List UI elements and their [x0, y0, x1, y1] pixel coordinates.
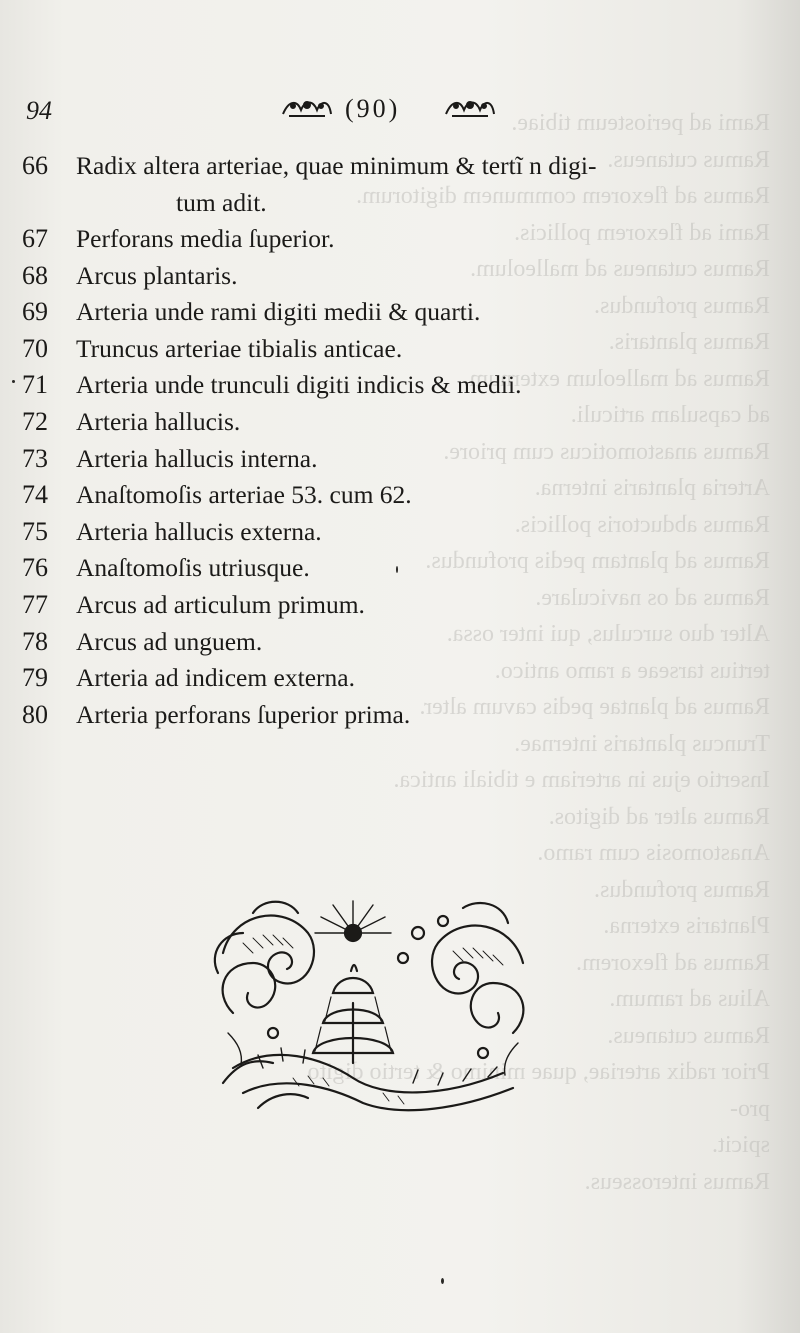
entry-text: Arteria hallucis interna.	[76, 443, 318, 473]
list-item	[0, 550, 800, 587]
entry-text: Arcus plantaris.	[76, 260, 238, 290]
entry-number: 69	[22, 297, 48, 327]
fleuron-ornament-left	[279, 96, 335, 120]
page-header	[0, 92, 800, 132]
entry-number: 80	[22, 699, 48, 729]
ink-speck	[441, 1278, 444, 1284]
entry-text: Arcus ad unguem.	[76, 626, 263, 656]
entry-text: Arteria perforans ſuperior prima.	[76, 699, 411, 729]
entry-number: 68	[22, 260, 48, 290]
list-item	[0, 514, 800, 551]
fountain-vignette-illustration	[213, 893, 533, 1118]
entry-number: 66	[22, 151, 48, 180]
ink-speck	[396, 566, 398, 573]
ink-speck	[12, 380, 15, 383]
entry-text: Radix altera arteriae, quae minimum & tertĩ n digi-	[76, 151, 597, 180]
entry-text: Arcus ad articulum primum.	[76, 589, 365, 619]
list-item	[0, 221, 800, 258]
entry-number: 70	[22, 333, 48, 363]
entry-number: 72	[22, 406, 48, 436]
list-item	[0, 441, 800, 478]
running-head: (90)	[345, 94, 401, 123]
list-item	[0, 660, 800, 697]
entry-text: Truncus arteriae tibialis anticae.	[76, 333, 403, 363]
entry-text: Arteria hallucis.	[76, 406, 241, 436]
entry-number: 74	[22, 480, 48, 510]
list-item	[0, 367, 800, 404]
list-item	[0, 294, 800, 331]
entry-number: 73	[22, 443, 48, 473]
list-item	[0, 697, 800, 734]
list-item	[0, 148, 800, 221]
entry-number: 78	[22, 626, 48, 656]
list-item	[0, 331, 800, 368]
list-item	[0, 258, 800, 295]
entry-number: 71	[22, 370, 48, 400]
list-item	[0, 477, 800, 514]
entry-number: 75	[22, 516, 48, 546]
entry-text: Anaſtomoſis arteriae 53. cum 62.	[76, 480, 412, 510]
entry-text: Arteria hallucis externa.	[76, 516, 322, 546]
list-item	[0, 624, 800, 661]
bleed-through-texture: Rami ad periosteum tibiae. Ramus cutaneus. Ramus ad flexorem communem digitorum. Rami ad flexorem pollicis. Ramus cutaneus ad malleolum. Ramus profundus. Ramus plantaris. Ramus ad malleolum externum. ad capsulam articuli. Ramus anastomoticus cum priore. Arteria plantaris interna. Ramus abductoris pollicis. Ramus ad plantam pedis profundus. Ramus ad os naviculare. Alter duo surculus, qui inter ossa. tertius tarseae a ramo antico. Ramus ad plantae pedis cavum alter. Truncus plantaris internae. Insertio ejus in arteriam e tibiali antica. Ramus alter ad digitos. Anastomosis cum ramo. Ramus profundus. Plantaris externa. Ramus ad flexorem. Alius ad ramum. Ramus cutaneus. Prior radix arteriae, quae minimo & tertio digito pro- spicit. Ramus interosseus.	[307, 110, 770, 1195]
entry-number: 67	[22, 224, 48, 253]
page-number: 94	[26, 96, 52, 125]
entry-text: Arteria unde rami digiti medii & quarti.	[76, 297, 481, 327]
list-item	[0, 404, 800, 441]
entry-text-continuation: tum adit.	[176, 187, 267, 217]
entry-text: Arteria unde trunculi digiti indicis & medii.	[76, 370, 522, 400]
list-item	[0, 587, 800, 624]
entry-text: Anaſtomoſis utriusque.	[76, 553, 310, 583]
entry-text: Perforans media ſuperior.	[76, 224, 335, 253]
entry-text: Arteria ad indicem externa.	[76, 663, 355, 693]
entry-number: 79	[22, 663, 48, 693]
entry-list	[0, 148, 800, 733]
entry-number: 77	[22, 589, 48, 619]
fleuron-ornament-right	[442, 96, 498, 120]
entry-number: 76	[22, 553, 48, 583]
